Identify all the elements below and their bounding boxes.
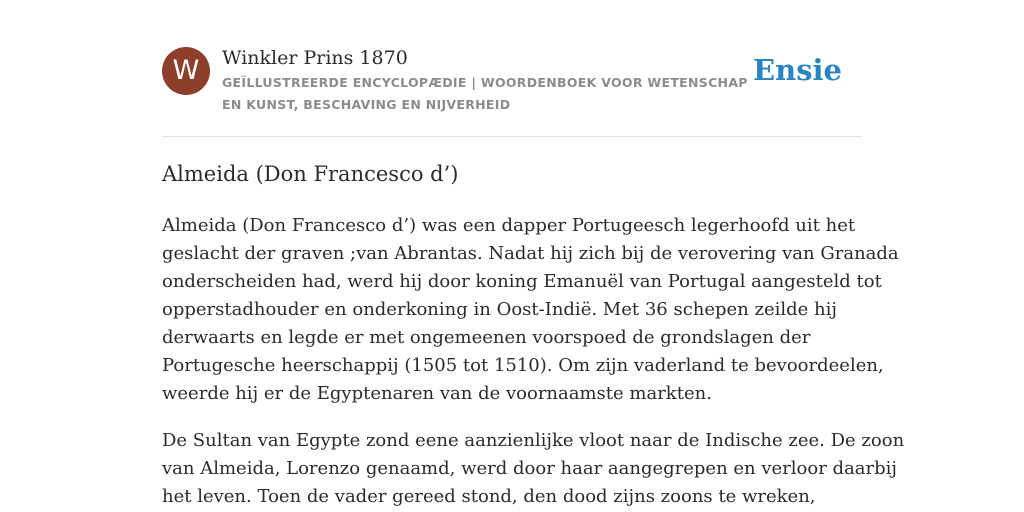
paragraph [162, 427, 905, 511]
article-title: Almeida (Don Francesco d’) [162, 162, 459, 186]
source-title[interactable]: Winkler Prins 1870 [222, 47, 408, 69]
text-line: opperstadhouder en onderkoning in Oost-Indië. Met 36 schepen zeilde hij [162, 299, 837, 320]
text-line: Portugesche heerschappij (1505 tot 1510). Om zijn vaderland te bevoordeelen, [162, 355, 884, 376]
text-line: derwaarts en legde er met ongemeenen voorspoed de grondslagen der [162, 327, 811, 348]
text-line: De Sultan van Egypte zond eene aanzienlijke vloot naar de Indische zee. De zoon [162, 430, 905, 451]
source-avatar[interactable]: W [162, 47, 210, 95]
text-line: onderscheiden had, werd hij door koning Emanuël van Portugal aangesteld tot [162, 271, 882, 292]
text-line: geslacht der graven ;van Abrantas. Nadat hij zich bij de verovering van Granada [162, 243, 899, 264]
source-header [162, 0, 862, 137]
paragraph [162, 212, 899, 408]
page-container [162, 0, 905, 507]
ensie-logo[interactable]: Ensie [753, 53, 842, 87]
text-line: van Almeida, Lorenzo genaamd, werd door haar aangegrepen en verloor daarbij [162, 458, 898, 479]
article-body [162, 212, 905, 512]
text-line: weerde hij er de Egyptenaren van de voornaamste markten. [162, 383, 712, 404]
text-line: Almeida (Don Francesco d’) was een dapper Portugeesch legerhoofd uit het [162, 215, 856, 236]
text-line: het leven. Toen de vader gereed stond, den dood zijns zoons te wreken, [162, 486, 816, 507]
source-subtitle: GEÏLLUSTREERDE ENCYCLOPÆDIE | WOORDENBOEK VOOR WETENSCHAP EN KUNST, BESCHAVING EN NIJVERHEID [222, 75, 748, 112]
